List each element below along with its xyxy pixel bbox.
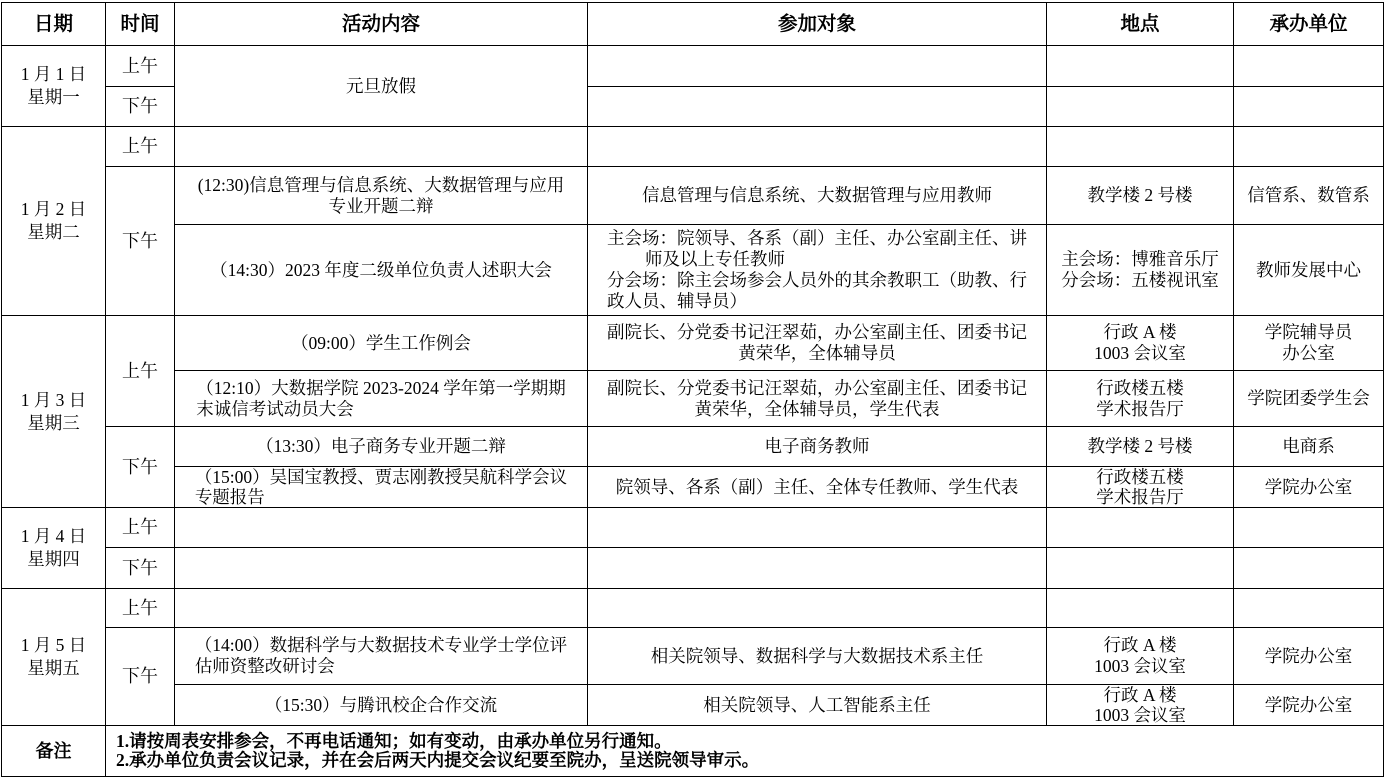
participants-line: 相关院领导、数据科学与大数据技术系主任 — [650, 645, 984, 666]
time-cell-pm: 下午 — [106, 628, 175, 726]
table-row — [2, 316, 1384, 371]
header-row — [2, 3, 1384, 46]
weekly-schedule-table — [1, 2, 1384, 777]
date-cell — [2, 316, 106, 508]
organizer-cell — [1234, 508, 1384, 548]
notes-line: 2.承办单位负责会议记录，并在会后两天内提交会议纪要至院办，呈送院领导审示。 — [116, 750, 760, 770]
time-cell-am: 上午 — [106, 46, 175, 87]
table-row — [2, 225, 1384, 316]
activity-cell-holiday: 元旦放假 — [175, 46, 588, 127]
location-cell — [1047, 225, 1234, 316]
activity-line: 专业开题二辩 — [328, 195, 434, 216]
organizer-line: 教师发展中心 — [1256, 259, 1361, 280]
header-location: 地点 — [1047, 3, 1234, 46]
activity-line: 估师资整改研讨会 — [194, 656, 335, 676]
participants-line: 信息管理与信息系统、大数据管理与应用教师 — [642, 185, 992, 205]
location-cell — [1047, 46, 1234, 87]
organizer-line: 学院辅导员 — [1264, 322, 1353, 342]
activity-text — [196, 378, 565, 420]
location-line: 行政 A 楼 — [1103, 635, 1177, 655]
activity-cell — [175, 467, 588, 508]
participants-line: 相关院领导、人工智能系主任 — [703, 695, 931, 715]
date-label: 1 月 4 日 — [20, 526, 87, 546]
location-line: 学术报告厅 — [1096, 398, 1184, 419]
table-row — [2, 685, 1384, 726]
organizer-line: 学院团委学生会 — [1247, 388, 1370, 408]
location-cell — [1047, 427, 1234, 467]
table-row — [2, 127, 1384, 167]
location-cell — [1047, 467, 1234, 508]
organizer-cell — [1234, 628, 1384, 685]
weekday-label: 星期四 — [27, 549, 80, 569]
table-row — [2, 167, 1384, 225]
location-cell — [1047, 508, 1234, 548]
location-line: 学术报告厅 — [1096, 487, 1184, 507]
location-line: 1003 会议室 — [1094, 656, 1186, 676]
activity-line: （15:30）与腾讯校企合作交流 — [264, 695, 498, 715]
time-cell-am: 上午 — [106, 316, 175, 427]
date-label: 1 月 2 日 — [20, 199, 87, 219]
location-cell — [1047, 685, 1234, 726]
date-label: 1 月 1 日 — [20, 64, 87, 84]
participants-cell — [588, 548, 1047, 589]
activity-line: （13:30）电子商务专业开题二辩 — [256, 436, 506, 456]
time-cell-am: 上午 — [106, 508, 175, 548]
organizer-line: 学院办公室 — [1264, 695, 1353, 715]
time-cell-pm: 下午 — [106, 427, 175, 508]
activity-line: （14:30）2023 年度二级单位负责人述职大会 — [210, 259, 552, 280]
weekday-label: 星期三 — [27, 412, 80, 433]
activity-cell — [175, 371, 588, 427]
location-cell — [1047, 87, 1234, 127]
organizer-cell — [1234, 371, 1384, 427]
activity-cell — [175, 225, 588, 316]
location-cell — [1047, 316, 1234, 371]
activity-cell — [175, 427, 588, 467]
activity-cell — [175, 167, 588, 225]
activity-line: 专题报告 — [194, 487, 265, 507]
date-cell — [2, 46, 106, 127]
location-cell — [1047, 127, 1234, 167]
participants-line: 电子商务教师 — [764, 436, 870, 456]
participants-line: 师及以上专任教师 — [645, 249, 785, 269]
weekday-label: 星期二 — [27, 222, 80, 242]
participants-line: 黄荣华，全体辅导员 — [738, 343, 896, 363]
location-line: 行政楼五楼 — [1096, 467, 1184, 487]
table-row — [2, 467, 1384, 508]
location-line: 行政 A 楼 — [1103, 322, 1177, 342]
organizer-cell — [1234, 46, 1384, 87]
time-cell-pm: 下午 — [106, 548, 175, 589]
organizer-cell — [1234, 548, 1384, 589]
organizer-cell — [1234, 467, 1384, 508]
activity-line: 末诚信考试动员大会 — [196, 398, 354, 419]
header-organizer: 承办单位 — [1234, 3, 1384, 46]
table-row — [2, 427, 1384, 467]
notes-text — [106, 726, 1384, 777]
organizer-cell — [1234, 127, 1384, 167]
activity-cell — [175, 508, 588, 548]
location-line: 主会场：博雅音乐厅 — [1061, 249, 1219, 269]
activity-line: （15:00）吴国宝教授、贾志刚教授吴航科学会议 — [194, 467, 568, 487]
participants-cell — [588, 371, 1047, 427]
activity-text — [195, 635, 567, 677]
location-line: 行政楼五楼 — [1096, 377, 1184, 398]
activity-cell — [175, 589, 588, 628]
header-time: 时间 — [106, 3, 175, 46]
location-text — [1061, 249, 1219, 291]
location-line: 1003 会议室 — [1094, 343, 1186, 363]
activity-line: （14:00）数据科学与大数据技术专业学士学位评 — [194, 635, 568, 655]
participants-cell — [588, 427, 1047, 467]
notes-label: 备注 — [2, 726, 106, 777]
location-line: 教学楼 2 号楼 — [1087, 436, 1193, 456]
date-cell — [2, 589, 106, 726]
location-line: 教学楼 2 号楼 — [1087, 185, 1193, 205]
location-cell — [1047, 371, 1234, 427]
participants-line: 副院长、分党委书记汪翠茹，办公室副主任、团委书记 — [607, 322, 1027, 342]
time-cell-pm: 下午 — [106, 167, 175, 316]
table-row — [2, 508, 1384, 548]
table-row — [2, 628, 1384, 685]
date-cell — [2, 508, 106, 589]
activity-text — [195, 467, 567, 507]
notes-row — [2, 726, 1384, 777]
location-cell — [1047, 167, 1234, 225]
time-cell-pm: 下午 — [106, 87, 175, 127]
header-activity: 活动内容 — [175, 3, 588, 46]
participants-cell — [588, 87, 1047, 127]
participants-line: 政人员、辅导员） — [607, 291, 747, 311]
participants-line: 主会场：院领导、各系（副）主任、办公室副主任、讲 — [607, 228, 1027, 248]
location-line: 行政 A 楼 — [1103, 685, 1177, 705]
activity-cell — [175, 628, 588, 685]
date-cell — [2, 127, 106, 316]
organizer-line: 信管系、数管系 — [1247, 185, 1370, 205]
activity-line: （12:10）大数据学院 2023-2024 学年第一学期期 — [196, 377, 566, 398]
organizer-line: 电商系 — [1282, 436, 1335, 456]
participants-cell — [588, 167, 1047, 225]
location-cell — [1047, 589, 1234, 628]
location-cell — [1047, 628, 1234, 685]
participants-cell — [588, 225, 1047, 316]
activity-cell — [175, 685, 588, 726]
table-row — [2, 548, 1384, 589]
notes-line: 1.请按周表安排参会，不再电话通知；如有变动，由承办单位另行通知。 — [116, 731, 672, 751]
participants-cell — [588, 685, 1047, 726]
header-participants: 参加对象 — [588, 3, 1047, 46]
organizer-line: 学院办公室 — [1264, 477, 1353, 497]
location-line: 分会场：五楼视讯室 — [1061, 270, 1219, 290]
participants-cell — [588, 316, 1047, 371]
organizer-cell — [1234, 685, 1384, 726]
participants-cell — [588, 508, 1047, 548]
participants-cell — [588, 467, 1047, 508]
organizer-cell — [1234, 87, 1384, 127]
organizer-cell — [1234, 427, 1384, 467]
organizer-cell — [1234, 316, 1384, 371]
participants-line: 黄荣华，全体辅导员，学生代表 — [694, 398, 940, 419]
weekday-label: 星期五 — [27, 658, 80, 678]
table-row — [2, 371, 1384, 427]
table-row — [2, 46, 1384, 87]
time-cell-am: 上午 — [106, 127, 175, 167]
participants-cell — [588, 628, 1047, 685]
participants-text — [607, 228, 1027, 312]
date-label: 1 月 3 日 — [20, 389, 87, 410]
location-cell — [1047, 548, 1234, 589]
location-line: 1003 会议室 — [1094, 705, 1186, 725]
participants-cell — [588, 589, 1047, 628]
organizer-line: 学院办公室 — [1264, 645, 1353, 666]
organizer-cell — [1234, 589, 1384, 628]
participants-cell — [588, 46, 1047, 87]
table-row — [2, 589, 1384, 628]
activity-line: （09:00）学生工作例会 — [291, 332, 471, 353]
organizer-cell — [1234, 167, 1384, 225]
participants-line: 分会场：除主会场参会人员外的其余教职工（助教、行 — [607, 270, 1027, 290]
activity-cell — [175, 548, 588, 589]
header-date: 日期 — [2, 3, 106, 46]
activity-text — [198, 175, 565, 217]
activity-cell — [175, 127, 588, 167]
participants-line: 院领导、各系（副）主任、全体专任教师、学生代表 — [615, 477, 1019, 497]
participants-line: 副院长、分党委书记汪翠茹，办公室副主任、团委书记 — [607, 377, 1027, 398]
participants-cell — [588, 127, 1047, 167]
activity-cell — [175, 316, 588, 371]
date-label: 1 月 5 日 — [20, 635, 87, 655]
organizer-line: 办公室 — [1282, 343, 1335, 363]
time-cell-am: 上午 — [106, 589, 175, 628]
weekday-label: 星期一 — [27, 87, 80, 107]
activity-line: (12:30)信息管理与信息系统、大数据管理与应用 — [197, 174, 565, 195]
organizer-cell — [1234, 225, 1384, 316]
